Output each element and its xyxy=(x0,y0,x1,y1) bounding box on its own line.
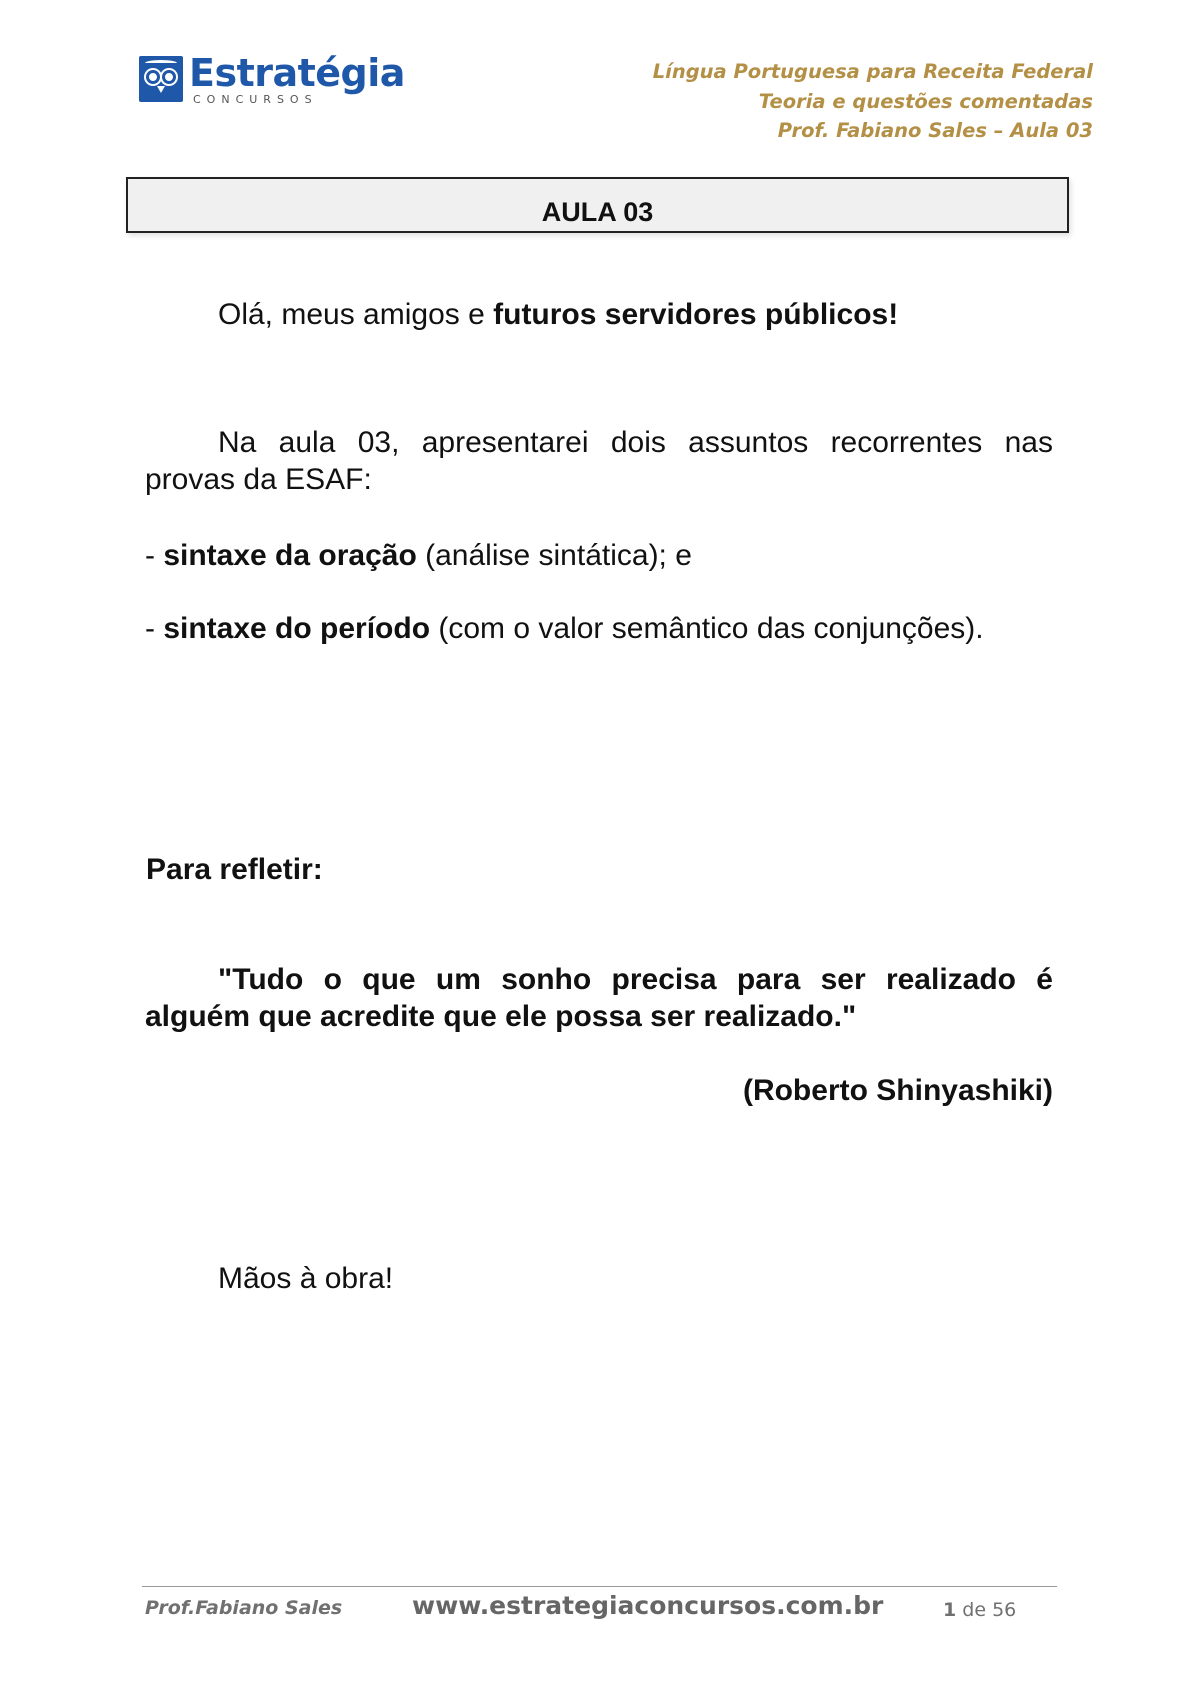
quote-paragraph xyxy=(145,961,1053,1035)
quote-text: "Tudo o que um sonho precisa para ser realizado é alguém que acredite que ele possa ser realizado." xyxy=(145,963,1053,1033)
greeting-plain: Olá, meus amigos e xyxy=(218,298,494,331)
list-item xyxy=(145,537,692,574)
list-item xyxy=(145,610,984,647)
owl-icon xyxy=(139,56,183,102)
footer-author: Prof.Fabiano Sales xyxy=(145,1597,343,1619)
intro-paragraph xyxy=(145,424,1053,498)
footer-website[interactable]: www.estrategiaconcursos.com.br xyxy=(412,1591,884,1620)
greeting xyxy=(218,296,898,333)
page-separator: de xyxy=(956,1599,993,1621)
closing-text: Mãos à obra! xyxy=(218,1262,394,1295)
lesson-title-box xyxy=(126,177,1069,233)
list-item-dash: - xyxy=(145,539,164,572)
page-total: 56 xyxy=(992,1599,1017,1621)
list-item-detail: (com o valor semântico das conjunções). xyxy=(430,612,984,645)
course-info xyxy=(653,57,1093,146)
lesson-title: AULA 03 xyxy=(541,197,654,227)
greeting-bold: futuros servidores públicos! xyxy=(493,298,899,331)
reflect-heading: Para refletir: xyxy=(146,853,323,886)
brand-logo xyxy=(139,51,405,107)
logo-name: Estratégia xyxy=(189,51,405,95)
intro-text: Na aula 03, apresentarei dois assuntos recorrentes nas provas da ESAF: xyxy=(145,426,1053,496)
page-number xyxy=(943,1599,1016,1621)
course-subtitle: Teoria e questões comentadas xyxy=(758,89,1093,113)
footer-divider xyxy=(142,1586,1057,1587)
quote-author: (Roberto Shinyashiki) xyxy=(742,1074,1053,1107)
list-item-detail: (análise sintática); e xyxy=(416,539,692,572)
logo-subtitle: CONCURSOS xyxy=(193,93,318,106)
course-title: Língua Portuguesa para Receita Federal xyxy=(652,60,1093,83)
course-professor: Prof. Fabiano Sales – Aula 03 xyxy=(777,119,1093,142)
list-item-topic: sintaxe da oração xyxy=(163,539,417,572)
list-item-topic: sintaxe do período xyxy=(163,612,431,645)
list-item-dash: - xyxy=(145,612,164,645)
page-current: 1 xyxy=(943,1599,957,1621)
